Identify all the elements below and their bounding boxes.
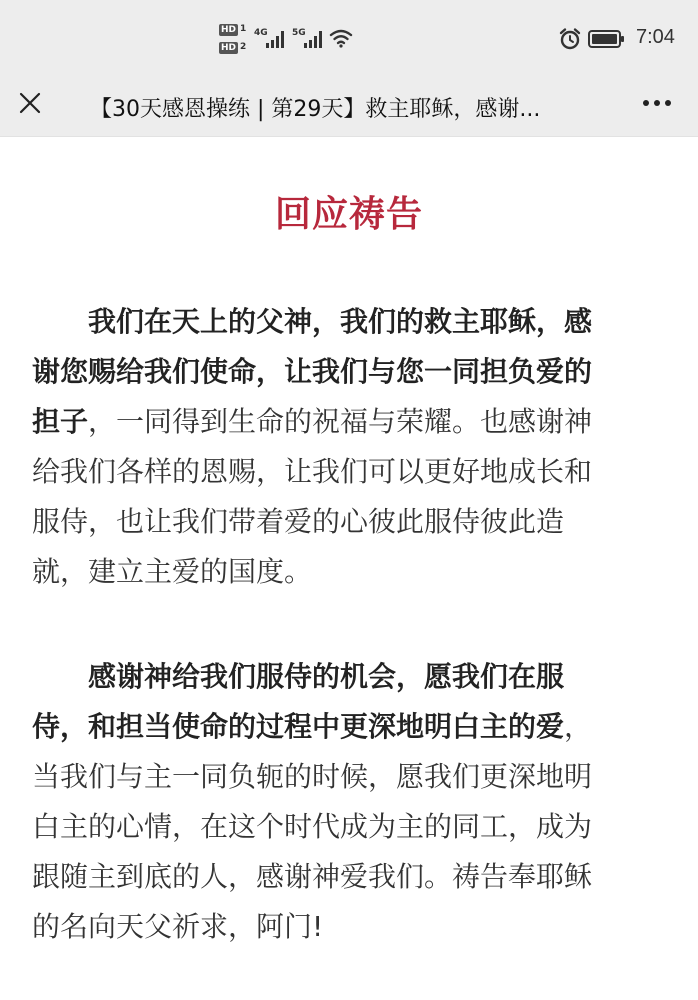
hd-badge: HD: [220, 25, 236, 35]
paragraph1-line5: 服侍，也让我们带着爱的心彼此服侍彼此造: [32, 505, 565, 538]
hd-badge: HD: [220, 43, 236, 53]
status-bar: [0, 0, 698, 80]
paragraph2-line2: [32, 708, 672, 746]
paragraph1-line4: 给我们各样的恩赐，让我们可以更好地成长和: [32, 455, 593, 488]
paragraph2-line5: 跟随主到底的人，感谢神爱我们。祷告奉耶稣: [32, 860, 593, 893]
paragraph2-line6: 的名向天父祈求，阿门!: [32, 910, 324, 943]
paragraph2-line3: 当我们与主一同负轭的时候，愿我们更深地明: [32, 760, 593, 793]
clock-time: 7:04: [636, 26, 675, 48]
paragraph2-line1: [88, 658, 672, 696]
paragraph1-line1-bold: 我们在天上的父神，我们的救主耶稣，感: [88, 305, 593, 338]
paragraph2-line1-bold: 感谢神给我们服侍的机会，愿我们在服: [88, 660, 565, 693]
signal-icon: [304, 30, 324, 48]
paragraph2-line4: 白主的心情，在这个时代成为主的同工，成为: [32, 810, 593, 843]
page-title: 【30天感恩操练 | 第29天】救主耶稣，感谢...: [90, 97, 541, 122]
paragraph2-line2-bold: 侍，和担当使命的过程中更深地明白主的爱: [32, 710, 565, 743]
sim2-number: 2: [240, 42, 247, 52]
signal-icon: [266, 30, 286, 48]
paragraph2-line2-normal: ，: [564, 710, 593, 743]
more-options-icon[interactable]: [642, 98, 672, 108]
paragraph1-line2-bold: 谢您赐给我们使命，让我们与您一同担负爱的: [32, 355, 593, 388]
paragraph1-line6: 就，建立主爱的国度。: [32, 555, 313, 588]
paragraph1-line3-bold: 担子: [32, 405, 89, 438]
battery-icon: [588, 29, 626, 49]
paragraph1-line3-normal: ，一同得到生命的祝福与荣耀。也感谢神: [88, 405, 593, 438]
article-heading: 回应祷告: [274, 194, 423, 235]
network-type-4g: 4G: [254, 28, 268, 38]
alarm-icon: [558, 27, 582, 51]
network-type-5g: 5G: [292, 28, 306, 38]
sim1-number: 1: [240, 24, 247, 34]
paragraph1-line2: [32, 353, 672, 391]
wifi-icon: [329, 28, 353, 48]
close-icon[interactable]: [18, 91, 42, 115]
paragraph1-line3: [32, 403, 672, 441]
paragraph1-line1: [88, 303, 672, 341]
